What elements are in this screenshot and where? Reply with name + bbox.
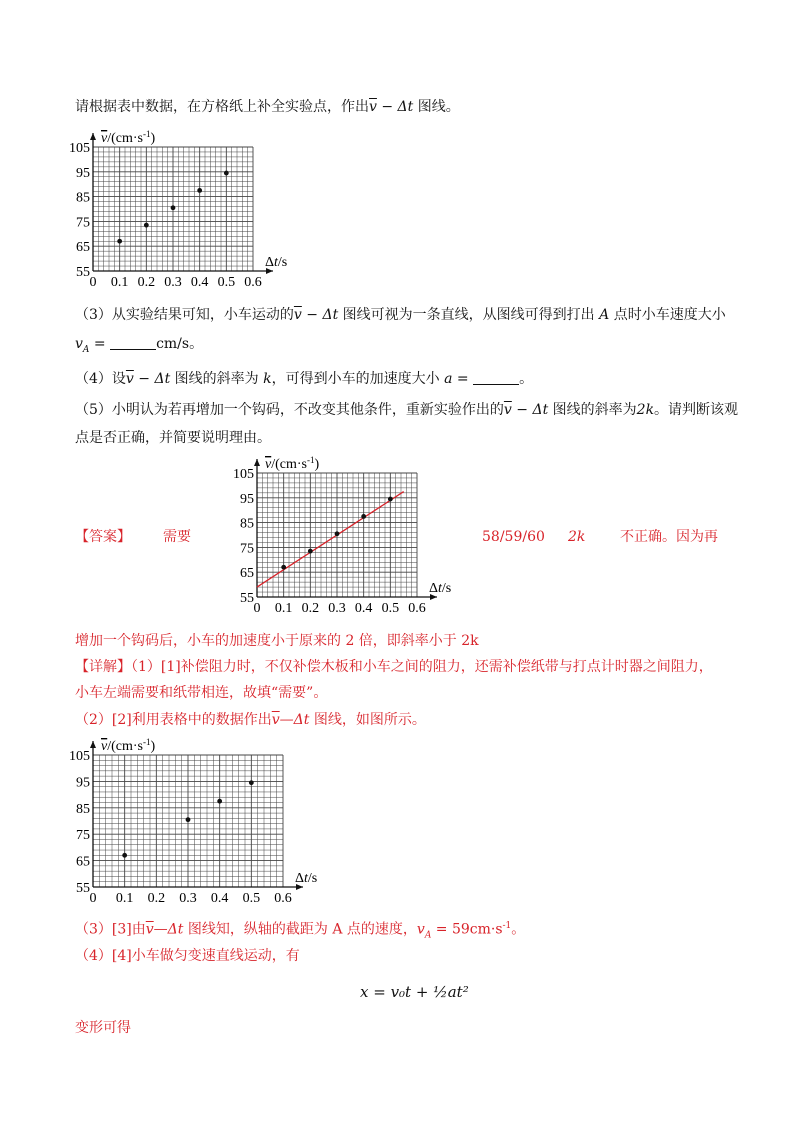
y-tick-label: 95 <box>76 165 90 181</box>
y-tick-label: 55 <box>240 591 254 606</box>
answer-1: 需要 <box>163 529 191 545</box>
x-tick-label: 0.4 <box>354 601 373 616</box>
data-point <box>217 799 222 804</box>
answer-3: 58/59/60 <box>482 529 545 545</box>
y-tick-label: 65 <box>240 566 254 582</box>
data-point <box>281 565 286 570</box>
y-tick-label: 95 <box>76 775 90 791</box>
y-tick-label: 65 <box>76 240 90 256</box>
x-axis-label: Δt/s <box>295 871 318 886</box>
y-axis-arrow <box>90 741 96 748</box>
detail-3: （3）[3]由$\overline{v}—\Delta t$ 图线知，纵轴的截距为 A 点的速度，$v_A = 59cm\cdot s^{-1}$。 <box>75 921 526 941</box>
x-tick-label: 0.3 <box>164 275 182 290</box>
data-point <box>144 223 149 228</box>
x-tick-label: 0.1 <box>115 891 134 906</box>
y-tick-label: 85 <box>76 190 90 206</box>
x-tick-label: 0.6 <box>244 275 262 290</box>
y-tick-label: 55 <box>76 265 90 280</box>
x-tick-label: 0 <box>253 601 261 616</box>
y-tick-label: 85 <box>240 516 254 532</box>
y-tick-label: 75 <box>76 215 90 231</box>
chart-1 <box>60 125 300 290</box>
data-point <box>186 817 191 822</box>
y-axis-arrow <box>90 133 96 140</box>
data-point <box>361 514 366 519</box>
question-5-line2: 点是否正确，并简要说明理由。 <box>75 430 271 446</box>
data-point <box>197 188 202 193</box>
x-tick-label: 0.1 <box>274 601 293 616</box>
x-tick-label: 0.3 <box>179 891 197 906</box>
y-tick-label: 95 <box>240 491 254 507</box>
y-tick-label: 85 <box>76 801 90 817</box>
x-tick-label: 0.2 <box>147 891 166 906</box>
intro-text: 请根据表中数据，在方格纸上补全实验点，作出$\overline{v} - \Delta t$ 图线。 <box>75 99 460 115</box>
detail-1: 【详解】（1）[1]补偿阻力时，不仅补偿木板和小车之间的阻力，还需补偿纸带与打点计时器之间阻力， <box>75 659 713 675</box>
x-tick-label: 0.6 <box>274 891 292 906</box>
detail-2: （2）[2]利用表格中的数据作出$\overline{v}—\Delta t$ 图线，如图所示。 <box>75 712 426 728</box>
x-axis-label: Δt/s <box>429 581 452 596</box>
formula: x = v₀t + ½at² <box>360 983 469 1001</box>
x-tick-label: 0 <box>89 891 97 906</box>
x-axis-label: Δt/s <box>265 255 288 270</box>
chart-answer <box>224 450 464 615</box>
y-axis-label: $v/(cm\cdot s^{-1})$ <box>265 455 320 472</box>
x-tick-label: 0.2 <box>137 275 156 290</box>
detail-4: （4）[4]小车做匀变速直线运动，有 <box>75 948 300 964</box>
y-tick-label: 105 <box>69 141 90 156</box>
x-tick-label: 0.5 <box>217 275 236 290</box>
y-axis-label: $v/(cm\cdot s^{-1})$ <box>101 129 156 146</box>
x-tick-label: 0.1 <box>110 275 129 290</box>
x-tick-label: 0.4 <box>210 891 229 906</box>
x-tick-label: 0.5 <box>242 891 261 906</box>
data-point <box>224 171 229 176</box>
answer-blank[interactable] <box>110 335 156 350</box>
answer-blank[interactable] <box>473 370 519 385</box>
x-tick-label: 0 <box>89 275 97 290</box>
x-tick-label: 0.2 <box>301 601 320 616</box>
answer-continued: 增加一个钩码后，小车的加速度小于原来的 2 倍，即斜率小于 2k <box>75 633 479 649</box>
y-tick-label: 105 <box>233 467 254 482</box>
data-point <box>335 531 340 536</box>
y-tick-label: 65 <box>76 854 90 870</box>
answer-5: 不正确。因为再 <box>620 529 718 545</box>
data-point <box>308 549 313 554</box>
data-point <box>117 239 122 244</box>
answer-4: 2k <box>568 529 586 545</box>
y-axis-arrow <box>254 459 260 466</box>
detail-5: 变形可得 <box>75 1020 131 1036</box>
y-axis-label: $v/(cm\cdot s^{-1})$ <box>101 737 156 754</box>
x-tick-label: 0.4 <box>190 275 209 290</box>
chart-3 <box>60 733 320 906</box>
data-point <box>122 853 127 858</box>
fit-line <box>257 492 404 587</box>
y-tick-label: 75 <box>240 541 254 557</box>
data-point <box>171 205 176 210</box>
data-point <box>249 780 254 785</box>
x-tick-label: 0.3 <box>328 601 346 616</box>
y-tick-label: 75 <box>76 828 90 844</box>
detail-1b: 小车左端需要和纸带相连，故填“需要”。 <box>75 685 328 701</box>
question-3-answer-line: $v_A = cm/s$。 <box>75 336 204 355</box>
question-5: （5）小明认为若再增加一个钩码，不改变其他条件，重新实验作出的$\overline{v} - \Delta t$ 图线的斜率为2k。请判断该观 <box>75 402 739 418</box>
y-tick-label: 55 <box>76 881 90 896</box>
question-3: （3）从实验结果可知，小车运动的$\overline{v} - \Delta t$ 图线可视为一条直线，从图线可得到打出 A 点时小车速度大小 <box>75 307 726 323</box>
question-4: （4）设$\overline{v} - \Delta t$ 图线的斜率为 k，可得到小车的加速度大小 a = 。 <box>75 371 534 387</box>
x-tick-label: 0.5 <box>381 601 400 616</box>
y-tick-label: 105 <box>69 749 90 764</box>
answer-label: 【答案】 <box>75 529 131 545</box>
data-point <box>388 497 393 502</box>
x-tick-label: 0.6 <box>408 601 426 616</box>
